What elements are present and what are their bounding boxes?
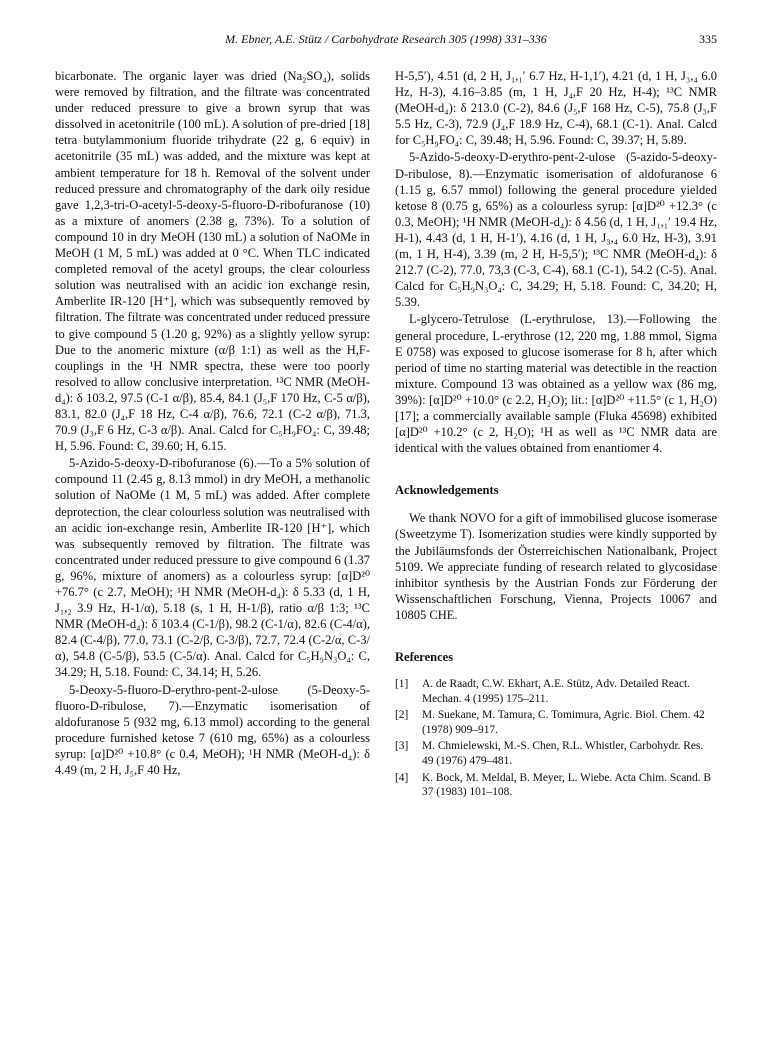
paragraph-compound-7-continued: H-5,5′), 4.51 (d, 2 H, J₁,₁′ 6.7 Hz, H-1,1′), 4.21 (d, 1 H, J₃,₄ 6.0 Hz, H-3), 4.16–3.85 (m, 1 H, J₄,F 20 Hz, H-4); ¹³C NMR (MeOH-d₄): δ 213.0 (C-2), 84.6 (J₅,F 168 Hz, C-5), 75.8 (J₃,F 5.5 Hz, C-3), 72.9 (J₄,F 18.9 Hz, C-4), 68.1 (C-1). Anal. Calcd for C₅H₉FO₄: C, 39.48; H, 5.96. Found: C, 39.37; H, 5.89. [395, 69, 717, 148]
reference-item [395, 739, 717, 768]
right-column [395, 68, 717, 802]
paragraph-compound-5: bicarbonate. The organic layer was dried (Na₂SO₄), solids were removed by filtration, and the filtrate was concentrated under reduced pressure to give a brown syrup that was dissolved in acetonitrile (100 mL). A solution of pre-dried [18] tetra butylammonium fluoride trihydrate (22 g, 6 equiv) in acetonitrile (35 mL) was added, and the mixture was kept at ambient temperature for 18 h. Removal of the solvent under reduced pressure and chromatography of the dark oily residue gave 1,2,3-tri-O-acetyl-5-deoxy-5-fluoro-D-ribofuranose (10) as a mixture of anomers (2.38 g, 73%). To a solution of compound 10 in dry MeOH (130 mL) a solution of NaOMe in MeOH (1 M, 5 mL) was added at 0 °C. When TLC indicated completed removal of the acetyl groups, the clear colourless solution was neutralised with an acidic ion exchange resin, Amberlite IR-120 [H⁺], which was subsequently removed by filtration. The filtrate was concentrated under reduced pressure to give compound 5 (1.20 g, 92%) as a slightly yellow syrup: Due to the anomeric mixture (α/β 1:1) as well as the H,F-couplings in the ¹H NMR spectra, these were too poorly resolved to allow conclusive interpretation. ¹³C NMR (MeOH-d₄): δ 103.2, 97.5 (C-1 α/β), 85.4, 84.1 (J₅,F 170 Hz, C-5 α/β), 83.1, 82.0 (J₄,F 18 Hz, C-4 α/β), 76.6, 72.1 (C-2 α/β), 71.3, 70.9 (J₃,F 6 Hz, C-3 α/β). Anal. Calcd for C₅H₉FO₄: C, 39.48; H, 5.96. Found: C, 39.60; H, 6.15. [55, 69, 370, 454]
paragraph-compound-13: L-glycero-Tetrulose (L-erythrulose, 13).—Following the general procedure, L-erythrose (12, 220 mg, 1.88 mmol, Sigma E 0758) was exposed to glucose isomerase for 8 h, after which period of time no starting material was detectible in the reaction mixture. Compound 13 was obtained as a yellow wax (86 mg, 39%): [α]D²⁰ +10.0° (c 2.2, H₂O); lit.: [α]D²⁰ +11.5° (c 1, H₂O) [17]; a commercially available sample (Fluka 45698) exhibited [α]D²⁰ +10.2° (c 2, H₂O); ¹H as well as ¹³C NMR data are identical with the values obtained from enantiomer 4. [395, 312, 717, 456]
reference-text: M. Chmielewski, M.-S. Chen, R.L. Whistler, Carbohydr. Res. 49 (1976) 479–481. [422, 740, 704, 768]
reference-text: M. Suekane, M. Tamura, C. Tomimura, Agric. Biol. Chem. 42 (1978) 909–917. [422, 709, 705, 736]
reference-list [395, 677, 717, 800]
references-heading: References [395, 650, 454, 664]
reference-item [395, 677, 717, 706]
reference-text: A. de Raadt, C.W. Ekhart, A.E. Stütz, Adv. Detailed React. Mechan. 4 (1995) 175–211. [422, 678, 691, 705]
reference-number: [2] [395, 709, 409, 722]
acknowledgements-text: We thank NOVO for a gift of immobilised glucose isomerase (Sweetzyme T). Isomerization studies were kindly supported by the Jubiläumsfonds der Österreichischen Nationalbank, Project 5109. We appreciate funding of research related to glycosidase inhibitor synthesis by the Austrian Fonds zur Förderung der Wissenschaftlichen Forschung, Vienna, Projects 10067 and 10805 CHE. [395, 511, 717, 622]
reference-number: [4] [395, 771, 409, 784]
page-number: 335 [699, 32, 717, 46]
reference-item [395, 708, 717, 737]
acknowledgements-heading: Acknowledgements [395, 483, 499, 498]
reference-number: [1] [395, 678, 409, 691]
paragraph-compound-6: 5-Azido-5-deoxy-D-ribofuranose (6).—To a 5% solution of compound 11 (2.45 g, 8.13 mmol) in dry MeOH, a methanolic solution of NaOMe (1 M, 5 mL) was added. After complete deprotection, the clear colourless solution was neutralised with an acidic ion-exchange resin, Amberlite IR-120 [H⁺], which was subsequently removed by filtration. The filtrate was concentrated under reduced pressure to give compound 6 (1.37 g, 96%, mixture of anomers) as a colourless syrup: [α]D²⁰ +76.7° (c 2.7, MeOH); ¹H NMR (MeOH-d₄): δ 5.33 (d, 1 H, J₁,₂ 3.9 Hz, H-1/α), 5.18 (s, 1 H, H-1/β), ratio α/β 1:3; ¹³C NMR (MeOH-d₄): δ 103.4 (C-1/β), 98.2 (C-1/α), 82.6 (C-4/α), 82.4 (C-4/β), 77.0, 73.1 (C-2/β, C-3/β), 72.7, 72.4 (C-2/α, C-3/α), 54.8 (C-5/β), 53.5 (C-5/α). Anal. Calcd for C₅H₉N₃O₄: C, 34.29; H, 5.18. Found: C, 34.14; H, 5.26. [55, 456, 370, 680]
left-column [55, 68, 370, 779]
reference-item [395, 771, 717, 800]
reference-number: [3] [395, 740, 409, 753]
running-title: M. Ebner, A.E. Stütz / Carbohydrate Research 305 (1998) 331–336 [225, 32, 547, 46]
paragraph-compound-8: 5-Azido-5-deoxy-D-erythro-pent-2-ulose (5-azido-5-deoxy-D-ribulose, 8).—Enzymatic isomerisation of aldofuranose 6 (1.15 g, 6.57 mmol) following the general procedure yielded ketose 8 (0.75 g, 65%) as a colourless syrup: [α]D²⁰ +12.3° (c 0.3, MeOH); ¹H NMR (MeOH-d₄): δ 4.56 (d, 1 H, J₁,₁′ 19.4 Hz, H-1), 4.43 (d, 1 H, H-1′), 4.16 (d, 1 H, J₃,₄ 6.0 Hz, H-3), 3.91 (m, 1 H, H-4), 3.39 (m, 2 H, H-5,5′); ¹³C NMR (MeOH-d₄): δ 212.7 (C-2), 77.0, 73,3 (C-3, C-4), 68.1 (C-1), 54.2 (C-5). Anal. Calcd for C₅H₉N₃O₄: C, 34.29; H, 5.18. Found: C, 34.20; H, 5.39. [395, 150, 717, 310]
reference-text: K. Bock, M. Meldal, B. Meyer, L. Wiebe. Acta Chim. Scand. B 37 (1983) 101–108. [422, 771, 711, 799]
running-header [55, 32, 717, 50]
paragraph-compound-7: 5-Deoxy-5-fluoro-D-erythro-pent-2-ulose (5-Deoxy-5-fluoro-D-ribulose, 7).—Enzymatic isomerisation of aldofuranose 5 (932 mg, 6.13 mmol) according to the general procedure furnished ketose 7 (610 mg, 65%) as a colourless syrup: [α]D²⁰ +10.8° (c 0.4, MeOH); ¹H NMR (MeOH-d₄): δ 4.49 (m, 2 H, J₅,F 40 Hz, [55, 682, 370, 778]
